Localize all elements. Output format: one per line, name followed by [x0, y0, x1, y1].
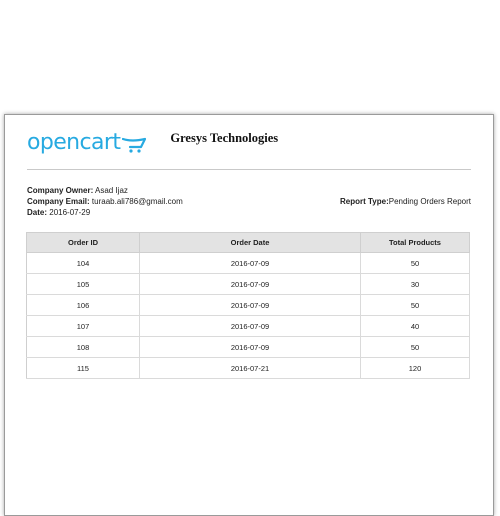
table-row	[27, 253, 470, 274]
column-header-total-products: Total Products	[361, 233, 470, 253]
date-label: Date:	[27, 208, 48, 217]
table-row	[27, 316, 470, 337]
table-row	[27, 358, 470, 379]
column-header-order-date: Order Date	[140, 233, 361, 253]
orders-table	[26, 232, 470, 379]
order-id-cell: 107	[27, 316, 140, 337]
table-header-row	[27, 233, 470, 253]
table-row	[27, 337, 470, 358]
owner-label: Company Owner:	[27, 186, 94, 195]
total-products-cell: 40	[361, 316, 470, 337]
order-date-cell: 2016-07-09	[140, 253, 361, 274]
cart-icon	[122, 137, 146, 153]
report-sheet	[4, 114, 494, 516]
order-id-cell: 115	[27, 358, 140, 379]
order-id-cell: 108	[27, 337, 140, 358]
order-date-cell: 2016-07-21	[140, 358, 361, 379]
table-row	[27, 274, 470, 295]
total-products-cell: 50	[361, 295, 470, 316]
order-date-cell: 2016-07-09	[140, 274, 361, 295]
report-type	[340, 196, 471, 207]
order-date-cell: 2016-07-09	[140, 337, 361, 358]
opencart-logo	[27, 131, 146, 155]
email-line	[27, 196, 183, 207]
table-row	[27, 295, 470, 316]
total-products-cell: 120	[361, 358, 470, 379]
order-id-cell: 104	[27, 253, 140, 274]
column-header-order-id: Order ID	[27, 233, 140, 253]
order-date-cell: 2016-07-09	[140, 316, 361, 337]
date-value: 2016-07-29	[49, 208, 91, 217]
order-id-cell: 106	[27, 295, 140, 316]
report-header	[27, 131, 278, 155]
report-type-label: Report Type:	[340, 197, 389, 206]
total-products-cell: 30	[361, 274, 470, 295]
email-value: turaab.ali786@gmail.com	[91, 197, 183, 206]
order-date-cell: 2016-07-09	[140, 295, 361, 316]
report-type-value: Pending Orders Report	[388, 197, 472, 206]
email-label: Company Email:	[27, 197, 90, 206]
date-line	[27, 207, 183, 218]
owner-line	[27, 185, 183, 196]
total-products-cell: 50	[361, 253, 470, 274]
order-id-cell: 105	[27, 274, 140, 295]
company-name: Gresys Technologies	[170, 131, 279, 145]
owner-value: Asad Ijaz	[95, 186, 128, 195]
total-products-cell: 50	[361, 337, 470, 358]
logo-text: opencart	[27, 130, 121, 155]
company-info	[27, 185, 183, 218]
header-divider	[27, 169, 471, 170]
